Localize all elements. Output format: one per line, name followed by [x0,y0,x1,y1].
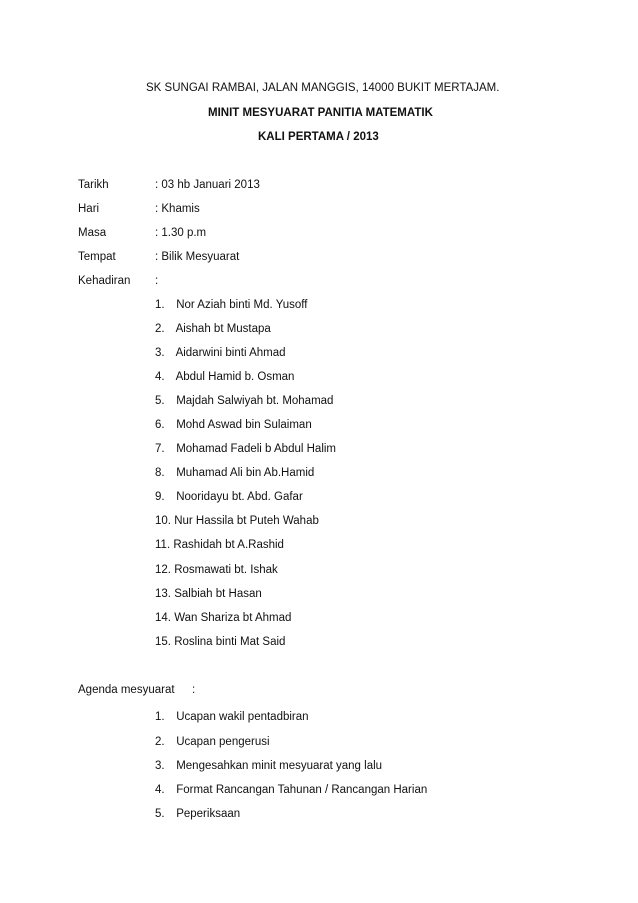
agenda-item-text: Ucapan pengerusi [176,736,270,748]
tarikh-value: : 03 hb Januari 2013 [155,179,260,191]
attendee-name: Majdah Salwiyah bt. Mohamad [176,395,334,407]
list-item [155,490,303,504]
list-item [155,611,291,625]
list-number: 4. [155,784,165,796]
list-item [155,442,336,456]
tempat-label: Tempat [78,251,116,263]
agenda-colon: : [192,684,196,696]
attendee-name: Rosmawati bt. Ishak [174,564,278,576]
list-number: 14. [155,612,171,624]
list-number: 2. [155,323,165,335]
attendee-name: Aishah bt Mustapa [175,323,271,335]
list-number: 11. [155,539,171,551]
agenda-item-text: Mengesahkan minit mesyuarat yang lalu [176,760,383,772]
list-number: 1. [155,299,165,311]
list-number: 9. [155,491,165,503]
list-item [155,587,262,601]
list-item [155,514,319,528]
hari-value: : Khamis [155,203,200,215]
attendee-name: Mohd Aswad bin Sulaiman [176,419,312,431]
attendee-name: Wan Shariza bt Ahmad [174,612,292,624]
attendee-name: Muhamad Ali bin Ab.Hamid [176,467,315,479]
list-number: 2. [155,736,165,748]
list-number: 12. [155,564,171,576]
attendee-name: Roslina binti Mat Said [174,636,286,648]
meeting-session: KALI PERTAMA / 2013 [258,131,379,143]
list-item [155,635,285,649]
list-item [155,298,307,312]
list-number: 6. [155,419,165,431]
list-number: 5. [155,395,165,407]
list-item [155,807,240,821]
attendee-name: Aidarwini binti Ahmad [175,347,286,359]
list-item [155,538,284,552]
masa-value: : 1.30 p.m [155,227,207,239]
list-number: 7. [155,443,165,455]
list-number: 3. [155,347,165,359]
hari-label: Hari [78,203,100,215]
agenda-item-text: Peperiksaan [176,808,241,820]
list-number: 5. [155,808,165,820]
list-item [155,346,286,360]
tarikh-label: Tarikh [78,179,109,191]
list-item [155,563,278,577]
list-number: 3. [155,760,165,772]
school-address: SK SUNGAI RAMBAI, JALAN MANGGIS, 14000 BUKIT MERTAJAM. [146,82,500,94]
list-number: 4. [155,371,165,383]
agenda-item-text: Format Rancangan Tahunan / Rancangan Harian [176,784,428,796]
attendee-name: Salbiah bt Hasan [174,588,262,600]
list-item [155,466,314,480]
tempat-value: : Bilik Mesyuarat [155,251,240,263]
attendee-name: Nor Aziah binti Md. Yusoff [176,299,308,311]
attendee-name: Nooridayu bt. Abd. Gafar [176,491,303,503]
agenda-item-text: Ucapan wakil pentadbiran [176,711,309,723]
list-number: 1. [155,711,165,723]
kehadiran-colon: : [155,275,159,287]
kehadiran-label: Kehadiran [78,275,131,287]
list-number: 10. [155,515,171,527]
list-item [155,759,382,773]
list-item [155,735,270,749]
agenda-label: Agenda mesyuarat [78,684,175,696]
list-item [155,418,312,432]
attendee-name: Mohamad Fadeli b Abdul Halim [176,443,337,455]
list-number: 13. [155,588,171,600]
attendee-name: Nur Hassila bt Puteh Wahab [174,515,319,527]
masa-label: Masa [78,227,107,239]
list-item [155,783,427,797]
list-item [155,394,333,408]
list-number: 8. [155,467,165,479]
list-item [155,370,294,384]
list-number: 15. [155,636,171,648]
document-title: MINIT MESYUARAT PANITIA MATEMATIK [208,107,433,119]
attendee-name: Rashidah bt A.Rashid [173,539,284,551]
list-item [155,710,309,724]
list-item [155,322,271,336]
attendee-name: Abdul Hamid b. Osman [175,371,295,383]
